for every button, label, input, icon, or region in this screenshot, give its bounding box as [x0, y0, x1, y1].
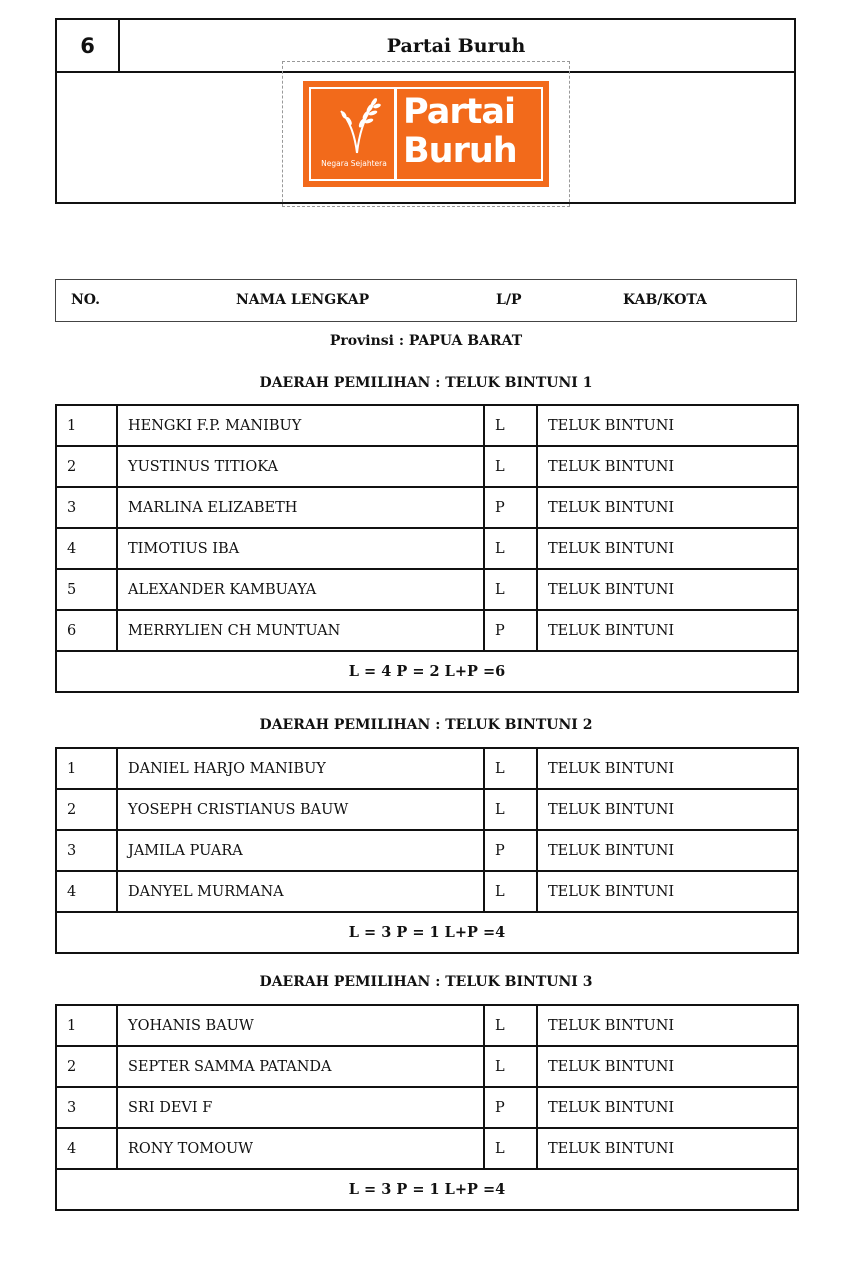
district-title: DAERAH PEMILIHAN : TELUK BINTUNI 1 — [259, 375, 593, 391]
party-name: Partai Buruh — [386, 35, 526, 57]
candidate-gender: L — [484, 1046, 537, 1087]
district-title: DAERAH PEMILIHAN : TELUK BINTUNI 2 — [259, 717, 593, 733]
party-number: 6 — [57, 20, 120, 72]
candidate-gender: L — [484, 569, 537, 610]
table-row — [56, 446, 798, 487]
row-number: 1 — [56, 1005, 117, 1046]
candidate-city: TELUK BINTUNI — [537, 871, 798, 912]
table-row — [56, 830, 798, 871]
column-header — [55, 279, 797, 322]
row-number: 4 — [56, 871, 117, 912]
candidate-gender: L — [484, 1005, 537, 1046]
row-number: 2 — [56, 1046, 117, 1087]
candidate-name: MERRYLIEN CH MUNTUAN — [117, 610, 484, 651]
candidate-name: TIMOTIUS IBA — [117, 528, 484, 569]
candidate-name: ALEXANDER KAMBUAYA — [117, 569, 484, 610]
candidate-table — [55, 404, 799, 693]
row-number: 6 — [56, 610, 117, 651]
table-row — [56, 748, 798, 789]
candidate-gender: L — [484, 789, 537, 830]
row-number: 4 — [56, 528, 117, 569]
logo-word-buruh: Buruh — [403, 131, 517, 171]
row-number: 3 — [56, 830, 117, 871]
row-number: 2 — [56, 446, 117, 487]
candidate-city: TELUK BINTUNI — [537, 830, 798, 871]
candidate-gender: L — [484, 1128, 537, 1169]
candidate-gender: P — [484, 830, 537, 871]
candidate-name: YOSEPH CRISTIANUS BAUW — [117, 789, 484, 830]
row-number: 4 — [56, 1128, 117, 1169]
candidate-gender: P — [484, 610, 537, 651]
table-row — [56, 789, 798, 830]
candidate-gender: P — [484, 1087, 537, 1128]
candidate-city: TELUK BINTUNI — [537, 405, 798, 446]
summary-row — [56, 651, 798, 692]
candidate-city: TELUK BINTUNI — [537, 1128, 798, 1169]
table-row — [56, 405, 798, 446]
candidate-city: TELUK BINTUNI — [537, 446, 798, 487]
candidate-name: RONY TOMOUW — [117, 1128, 484, 1169]
row-number: 3 — [56, 487, 117, 528]
table-row — [56, 1005, 798, 1046]
candidate-city: TELUK BINTUNI — [537, 748, 798, 789]
candidate-table — [55, 747, 799, 954]
table-row — [56, 569, 798, 610]
district-title: DAERAH PEMILIHAN : TELUK BINTUNI 3 — [259, 974, 593, 990]
district-summary: L = 3 P = 1 L+P =4 — [56, 1169, 798, 1210]
logo-tagline: Negara Sejahtera — [321, 159, 387, 168]
candidate-name: YOHANIS BAUW — [117, 1005, 484, 1046]
logo-word-partai: Partai — [403, 92, 515, 132]
candidate-name: HENGKI F.P. MANIBUY — [117, 405, 484, 446]
table-row — [56, 1046, 798, 1087]
row-number: 5 — [56, 569, 117, 610]
candidate-gender: L — [484, 405, 537, 446]
candidate-name: YUSTINUS TITIOKA — [117, 446, 484, 487]
row-number: 1 — [56, 748, 117, 789]
row-number: 1 — [56, 405, 117, 446]
col-gender: L/P — [496, 292, 522, 308]
candidate-gender: P — [484, 487, 537, 528]
table-row — [56, 610, 798, 651]
candidate-city: TELUK BINTUNI — [537, 569, 798, 610]
candidate-city: TELUK BINTUNI — [537, 528, 798, 569]
district-summary: L = 3 P = 1 L+P =4 — [56, 912, 798, 953]
summary-row — [56, 1169, 798, 1210]
province-line: Provinsi : PAPUA BARAT — [329, 333, 523, 349]
candidate-city: TELUK BINTUNI — [537, 1046, 798, 1087]
candidate-name: DANIEL HARJO MANIBUY — [117, 748, 484, 789]
candidate-gender: L — [484, 748, 537, 789]
candidate-city: TELUK BINTUNI — [537, 487, 798, 528]
candidate-name: DANYEL MURMANA — [117, 871, 484, 912]
district-summary: L = 4 P = 2 L+P =6 — [56, 651, 798, 692]
candidate-gender: L — [484, 446, 537, 487]
candidate-city: TELUK BINTUNI — [537, 1087, 798, 1128]
table-row — [56, 487, 798, 528]
candidate-name: JAMILA PUARA — [117, 830, 484, 871]
candidate-city: TELUK BINTUNI — [537, 1005, 798, 1046]
candidate-gender: L — [484, 871, 537, 912]
party-logo — [303, 81, 549, 187]
row-number: 2 — [56, 789, 117, 830]
col-no: NO. — [71, 292, 101, 308]
table-row — [56, 1087, 798, 1128]
row-number: 3 — [56, 1087, 117, 1128]
candidate-name: MARLINA ELIZABETH — [117, 487, 484, 528]
candidate-table — [55, 1004, 799, 1211]
candidate-name: SEPTER SAMMA PATANDA — [117, 1046, 484, 1087]
table-row — [56, 871, 798, 912]
candidate-city: TELUK BINTUNI — [537, 610, 798, 651]
candidate-name: SRI DEVI F — [117, 1087, 484, 1128]
candidate-gender: L — [484, 528, 537, 569]
col-city: KAB/KOTA — [623, 292, 707, 308]
table-row — [56, 1128, 798, 1169]
summary-row — [56, 912, 798, 953]
table-row — [56, 528, 798, 569]
rice-stalk-icon — [329, 93, 385, 155]
candidate-city: TELUK BINTUNI — [537, 789, 798, 830]
col-name: NAMA LENGKAP — [236, 292, 370, 308]
